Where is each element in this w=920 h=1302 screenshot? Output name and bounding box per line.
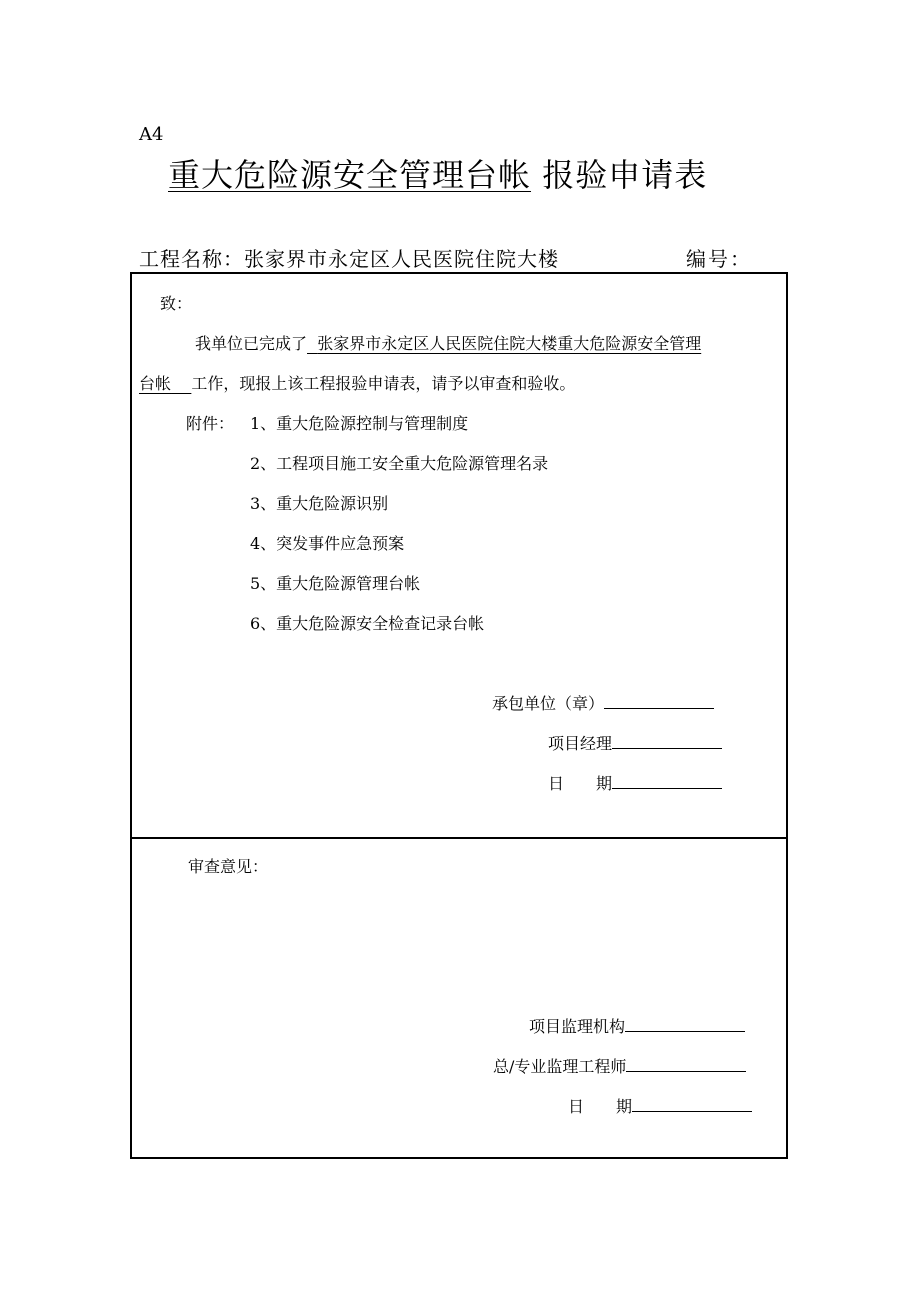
- agency-signature: [529, 1014, 745, 1037]
- project-name: 张家界市永定区人民医院住院大楼: [244, 247, 559, 271]
- engineer-signature: [493, 1054, 746, 1077]
- manager-signature: [548, 731, 722, 754]
- attachment-item: 1、重大危险源控制与管理制度: [250, 414, 469, 433]
- review-date-line: [632, 1110, 752, 1112]
- attachments-label: 附件：: [186, 414, 235, 433]
- attachment-item: 2、工程项目施工安全重大危险源管理名录: [250, 454, 549, 473]
- attachment-item: 5、重大危险源管理台帐: [250, 574, 421, 593]
- title-underlined: 重大危险源安全管理台帐: [168, 156, 532, 194]
- engineer-label: 总/专业监理工程师: [493, 1057, 627, 1076]
- contractor-label: 承包单位（章）: [492, 694, 605, 713]
- number-label: 编号：: [686, 247, 752, 271]
- work-name-line2: 台帐: [139, 374, 172, 393]
- title-rest: 报验申请表: [542, 156, 708, 194]
- review-date: [568, 1094, 752, 1117]
- completion-line-2: [139, 371, 575, 394]
- review-date-label: 日 期: [568, 1097, 633, 1116]
- project-label: 工程名称：: [139, 247, 244, 271]
- agency-label: 项目监理机构: [529, 1017, 626, 1036]
- application-date-line: [612, 787, 722, 789]
- engineer-signature-line: [626, 1070, 746, 1072]
- section-divider: [130, 837, 788, 839]
- intro-text: 我单位已完成了: [195, 334, 308, 353]
- completion-line-1: [195, 331, 701, 354]
- contractor-signature: [492, 691, 714, 714]
- contractor-signature-line: [604, 707, 714, 709]
- application-date-label: 日 期: [548, 774, 613, 793]
- project-name-row: [139, 243, 559, 272]
- work-name-line1: 张家界市永定区人民医院住院大楼重大危险源安全管理: [317, 334, 702, 353]
- review-opinion-label: 审查意见：: [188, 857, 269, 876]
- attachment-item: 3、重大危险源识别: [250, 494, 389, 513]
- addressee-label: 致：: [160, 294, 193, 313]
- attachment-item: 4、突发事件应急预案: [250, 534, 405, 553]
- agency-signature-line: [625, 1030, 745, 1032]
- manager-label: 项目经理: [548, 734, 613, 753]
- page-title: [168, 150, 707, 196]
- application-date: [548, 771, 722, 794]
- form-code: A4: [139, 124, 164, 145]
- attachment-item: 6、重大危险源安全检查记录台帐: [250, 614, 485, 633]
- request-text: 工作，现报上该工程报验申请表，请予以审查和验收。: [191, 374, 576, 393]
- manager-signature-line: [612, 747, 722, 749]
